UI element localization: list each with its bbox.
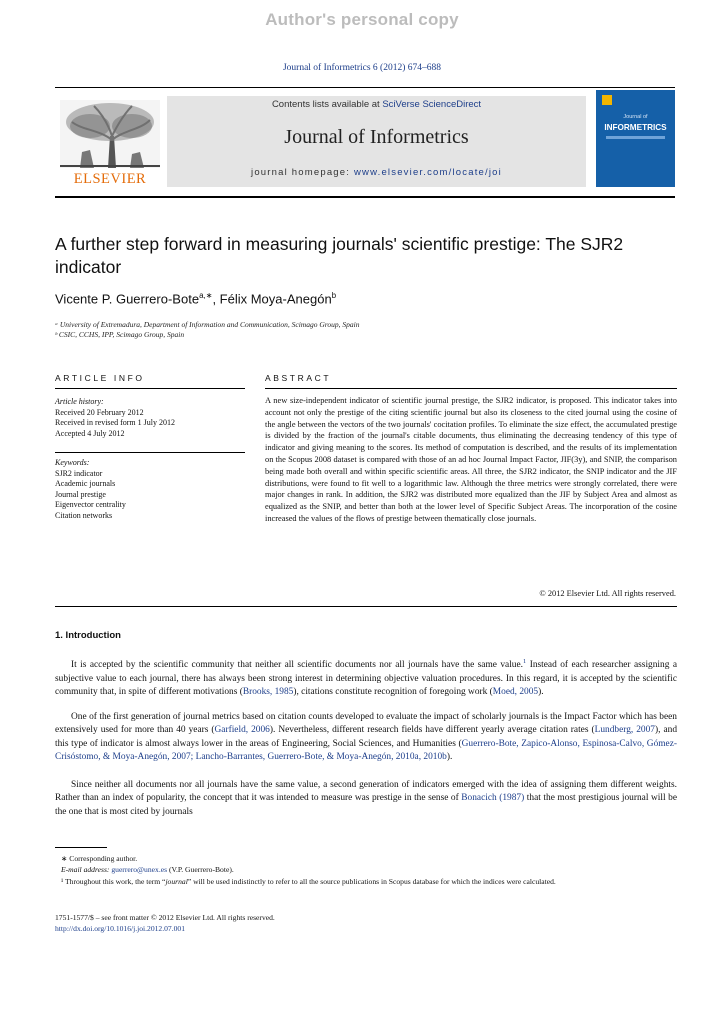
p1-text-4: ). xyxy=(538,686,544,697)
email-link[interactable]: guerrero@unex.es xyxy=(111,865,168,874)
article-info-heading: ARTICLE INFO xyxy=(55,373,145,383)
watermark: Author's personal copy xyxy=(265,10,459,29)
p1-text-2: Instead of each researcher assigning a subjective value to each journal, there has always been strong interest in determining objective valuation procedures. In this regard, it is accepted by the scientific community that, in spite of different motivations ( xyxy=(55,660,677,697)
author-2-affil[interactable]: b xyxy=(331,291,337,300)
keyword: Citation networks xyxy=(55,510,113,520)
footnote-corresponding: ∗ Corresponding author. xyxy=(61,854,138,863)
author-2[interactable]: Félix Moya-Anegón xyxy=(219,291,332,307)
abstract-bottom-rule xyxy=(55,606,677,607)
p3-text-2: that the most prestigious journal will be the one that is most cited by journals xyxy=(55,793,677,817)
header-rule-top xyxy=(55,87,675,88)
email-tail: (V.P. Guerrero-Bote). xyxy=(167,865,234,874)
abstract-rule xyxy=(265,388,677,389)
cover-badge xyxy=(602,95,612,105)
email-label: E-mail address: xyxy=(61,865,112,874)
ref-brooks-1985[interactable]: Brooks, 1985 xyxy=(242,686,294,697)
article-history xyxy=(55,397,245,439)
header-rule-bottom xyxy=(55,196,675,198)
journal-cover[interactable] xyxy=(596,90,675,187)
footnote-rule xyxy=(55,847,107,848)
elsevier-tree-icon xyxy=(60,100,160,168)
elsevier-logo[interactable] xyxy=(52,98,168,190)
cover-journal-of: Journal of xyxy=(623,114,648,120)
cover-stripe xyxy=(606,136,665,139)
doi-line xyxy=(55,924,185,935)
author-1[interactable]: Vicente P. Guerrero-Bote xyxy=(55,291,200,307)
sciencedirect-link[interactable]: SciVerse ScienceDirect xyxy=(382,99,482,110)
section-heading-introduction: 1. Introduction xyxy=(55,630,121,641)
ref-moed-2005[interactable]: Moed, 2005 xyxy=(492,686,539,697)
doi-link[interactable]: http://dx.doi.org/10.1016/j.joi.2012.07.001 xyxy=(55,924,186,933)
cover-title: INFORMETRICS xyxy=(604,123,667,132)
homepage-link[interactable]: www.elsevier.com/locate/joi xyxy=(353,167,502,178)
history-accepted: Accepted 4 July 2012 xyxy=(55,428,125,438)
abstract-copyright: © 2012 Elsevier Ltd. All rights reserved. xyxy=(539,589,676,598)
article-info-rule xyxy=(55,388,245,389)
intro-paragraph-2 xyxy=(55,711,677,765)
intro-paragraph-1 xyxy=(55,655,677,699)
fn1-text-a: ¹ Throughout this work, the term “ xyxy=(61,877,166,886)
keyword: Eigenvector centrality xyxy=(55,500,126,509)
fn1-text-c: ” will be used indistinctly to refer to all the source publications in Scopus database for which the indices were calculated. xyxy=(187,877,556,886)
p2-text-3: ), and this type of indicator is almost always lower in the areas of Engineering, Social Sciences, and Humanities ( xyxy=(55,725,678,749)
p1-text-1: It is accepted by the scientific community that neither all scientific documents nor all journals have the same value. xyxy=(71,660,524,671)
authors xyxy=(55,291,336,306)
article-history-label: Article history: xyxy=(55,397,104,406)
keywords-label: Keywords: xyxy=(55,458,90,467)
ref-guerrero-lancho[interactable]: Guerrero-Bote, Zapico-Alonso, Espinosa-Calvo, Gómez-Crisóstomo, & Moya-Anegón, 2007; Lancho-Barrantes, Guerrero-Bote, & Moya-Anegón, 2010a, 2010b xyxy=(55,738,677,763)
author-1-affil[interactable]: a,∗ xyxy=(199,291,213,300)
ref-lundberg-2007[interactable]: Lundberg, 2007 xyxy=(594,725,655,736)
keyword: Journal prestige xyxy=(55,489,106,499)
contents-prefix: Contents lists available at xyxy=(271,99,383,110)
footnote-ref-1[interactable]: 1 xyxy=(523,658,527,665)
homepage-prefix: journal homepage: xyxy=(251,167,354,178)
p2-text-2: ). Nevertheless, different research fields have different yearly average citation rates ( xyxy=(269,725,595,736)
p2-text-1: One of the first generation of journal metrics based on citation counts developed to evaluate the impact of scholarly journals is the Impact Factor which has been extensively used for more than 40 years ( xyxy=(55,712,677,736)
journal-masthead xyxy=(167,96,586,187)
contents-line xyxy=(167,99,586,110)
affiliation-b: ᵇ CSIC, CCHS, IPP, Scimago Group, Spain xyxy=(55,330,185,339)
intro-paragraph-3 xyxy=(55,779,677,819)
fn1-text-b: journal xyxy=(165,877,188,886)
abstract-text: A new size-independent indicator of scientific journal prestige, the SJR2 indicator, is proposed. This indicator takes into account not only the prestige of the citing scientific journal but also its closeness to the cited journal using the cosine of the angle between the vectors of the two journals' cocitation profiles. To eliminate the size effect, the accumulated prestige is divided by the fraction of the journal's citable documents, thus eliminating the decreasing tendency of this type of indicator and giving meaning to the scores. Its method of computation is described, and the results of its implementation on the Scopus 2008 dataset is compared with those of an ad hoc Journal Impact Factor, JIF(3y), and SNIP, the comparison being made both overall and within specific scientific areas. All three, the SJR2 indicator, the SNIP indicator and the JIF distributions, were found to fit well to a logarithmic law. Although the three metrics were strongly correlated, there were major changes in rank. In addition, the SJR2 was distributed more equalized than the JIF by Subject Area and almost as equalized as the SNIP, and better than both at the lower level of Specific Subject Areas. The incorporation of the cosine increased the values of the flows of prestige between thematically close journals. xyxy=(265,396,677,523)
affiliation-a: ᵃ University of Extremadura, Department of Information and Communication, Scimago Group, Spain xyxy=(55,320,360,329)
keyword: SJR2 indicator xyxy=(55,468,103,478)
ref-bonacich-1987[interactable]: Bonacich (1987) xyxy=(461,793,525,804)
footnote-email xyxy=(55,865,683,876)
p2-text-4: ). xyxy=(446,752,453,763)
abstract-heading: ABSTRACT xyxy=(265,373,332,383)
ref-garfield-2006[interactable]: Garfield, 2006 xyxy=(214,725,270,736)
footnote-1 xyxy=(55,877,677,888)
keywords-rule xyxy=(55,452,245,453)
journal-citation[interactable]: Journal of Informetrics 6 (2012) 674–688 xyxy=(282,63,442,73)
history-received: Received 20 February 2012 xyxy=(55,407,144,417)
p1-text-3: ), citations constitute recognition of foregoing work ( xyxy=(293,686,493,697)
article-title: A further step forward in measuring journals' scientific prestige: The SJR2 indicator xyxy=(55,234,624,277)
elsevier-wordmark: ELSEVIER xyxy=(73,171,147,187)
history-revised: Received in revised form 1 July 2012 xyxy=(55,418,175,427)
keyword: Academic journals xyxy=(55,479,116,488)
keywords xyxy=(55,458,245,521)
homepage-line xyxy=(167,167,586,178)
p3-text-1: Since neither all documents nor all journals have the same value, a second generation of indicators emerged with the idea of assigning them different weights. Rather than an index of popularity, the concept that it was intended to measure was prestige in the sense of xyxy=(55,780,677,804)
journal-name: Journal of Informetrics xyxy=(284,126,469,148)
issn-line: 1751-1577/$ – see front matter © 2012 Elsevier Ltd. All rights reserved. xyxy=(55,913,275,922)
author-separator: , xyxy=(212,291,220,307)
